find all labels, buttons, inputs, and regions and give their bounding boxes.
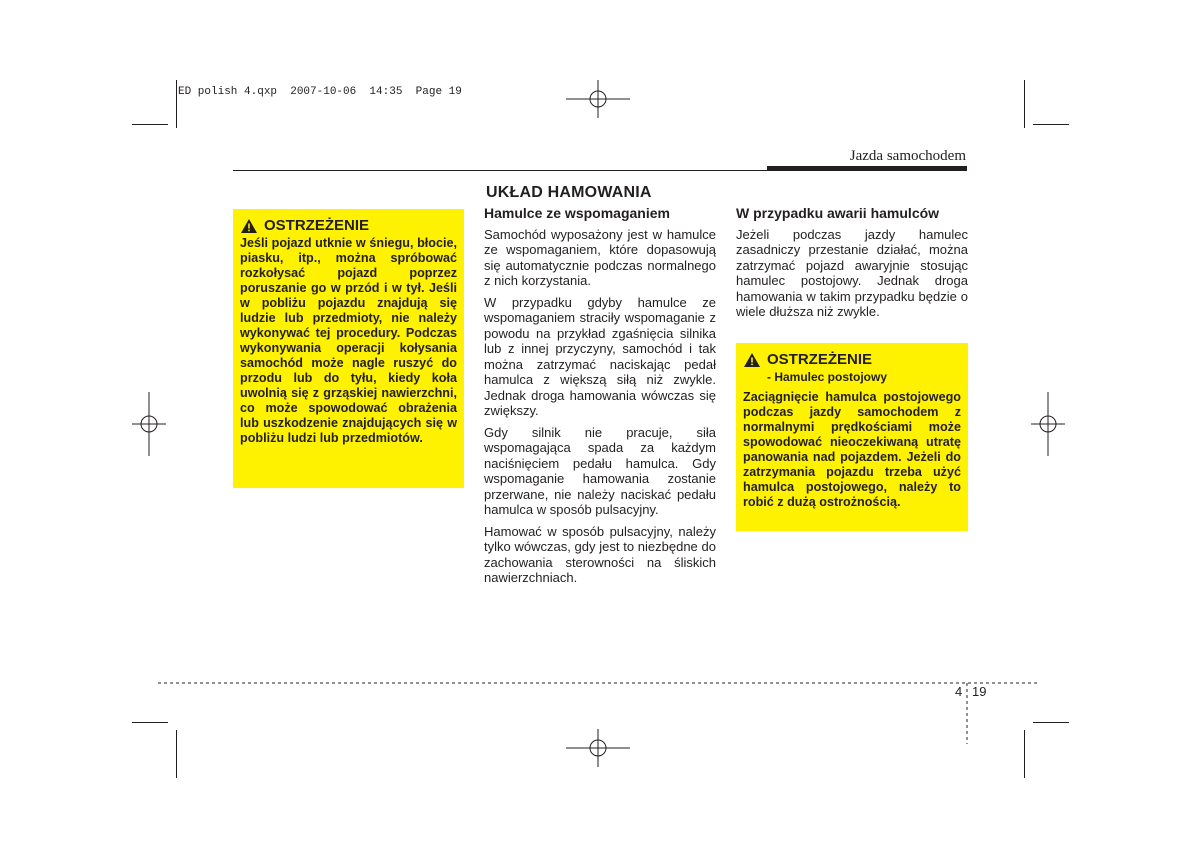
warning-title: OSTRZEŻENIE — [240, 217, 457, 234]
paragraph: Jeżeli podczas jazdy hamulec zasadniczy przestanie działać, można zatrzymać pojazd awaryjnie stosując hamulec postojowy. Jednak droga hamowania w takim przypadku będzie o wiele dłuższa niż zwykle. — [736, 226, 968, 319]
warning-triangle-icon — [743, 352, 761, 368]
warning-subtitle: - Hamulec postojowy — [767, 370, 888, 384]
warning-body: Jeśli pojazd utknie w śniegu, błocie, piasku, itp., można spróbować rozkołysać pojazd poprzez poruszanie go w przód i w tył. Jeśli w pobliżu pojazdu znajdują się ludzie lub przedmioty, nie należy wykonywać tej procedury. Podczas wykonywania operacji kołysania samochód może nagle ruszyć do przodu lub do tyłu, kiedy koła uwolnią się z grząskiej nawierzchni, co może spowodować obrażenia lub uszkodzenie znajdujących się w pobliżu ludzi lub przedmiotów. — [240, 236, 457, 445]
paragraph: Samochód wyposażony jest w hamulce ze wspomaganiem, które dopasowują się automatycznie podczas normalnego z nich korzystania. — [484, 226, 716, 288]
section-heading: Hamulce ze wspomaganiem — [484, 205, 670, 221]
paragraph: Hamować w sposób pulsacyjny, należy tylko wówczas, gdy jest to niezbędne do zachowania sterowności na śliskich nawierzchniach. — [484, 523, 716, 585]
page-number: 19 — [972, 684, 987, 699]
paragraph: W przypadku gdyby hamulce ze wspomaganiem straciły wspomaganie z powodu na przykład zgaśnięcia silnika lub z innej przyczyny, samochód i tak można zatrzymać naciskając pedał hamulca z większą siłą niż zwykle. Jednak droga hamowania wówczas się zwiększy. — [484, 294, 716, 418]
warning-triangle-icon — [240, 218, 258, 234]
header-rule-thick — [767, 166, 967, 171]
warning-title: OSTRZEŻENIE — [743, 351, 961, 368]
warning-body: Zaciągnięcie hamulca postojowego podczas jazdy samochodem z normalnymi prędkościami może spowodować nieoczekiwaną utratę panowania nad pojazdem. Jeżeli do zatrzymania pojazdu trzeba użyć hamulca postojowego, należy to robić z dużą ostrożnością. — [743, 390, 961, 509]
warning-box-left — [233, 209, 464, 488]
running-title: Jazda samochodem — [849, 148, 966, 164]
warning-box-right — [736, 343, 968, 531]
print-slug: ED polish 4.qxp 2007-10-06 14:35 Page 19 — [178, 86, 462, 98]
section-heading: W przypadku awarii hamulców — [736, 205, 940, 221]
right-column — [736, 206, 968, 326]
paragraph: Gdy silnik nie pracuje, siła wspomagająca spada za każdym naciśnięciem pedału hamulca. Gdy wspomaganie hamowania zostanie przerwane, nie należy naciskać pedału hamulca w sposób pulsacyjny. — [484, 424, 716, 517]
middle-column — [484, 206, 716, 592]
chapter-number: 4 — [955, 684, 963, 699]
section-title: UKŁAD HAMOWANIA — [486, 184, 652, 201]
